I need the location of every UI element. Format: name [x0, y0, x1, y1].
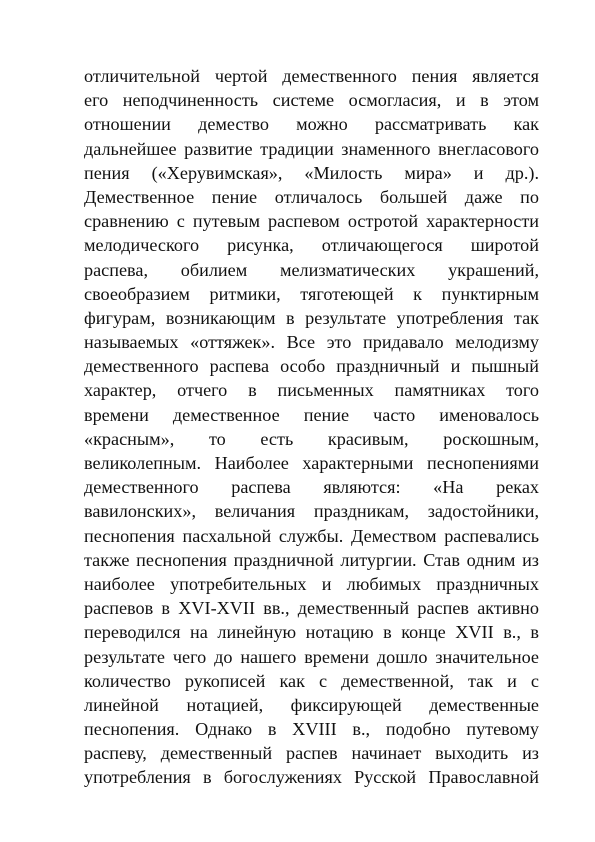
text-line: времени демественное пение часто именовалось: [84, 404, 539, 425]
text-line: наиболее употребительных и любимых праздничных: [84, 573, 539, 594]
text-line: количество рукописей как с демественной, так и с: [84, 670, 539, 691]
text-line: вавилонских», величания праздникам, задостойники,: [84, 501, 539, 522]
text-line: отношении демество можно рассматривать как: [84, 114, 539, 135]
text-line: характер, отчего в письменных памятниках того: [84, 380, 539, 401]
text-line: великолепным. Наиболее характерными песнопениями: [84, 453, 539, 473]
text-line: Демественное пение отличалось большей даже по: [84, 186, 539, 207]
text-line: пения («Херувимская», «Милость мира» и др.).: [84, 162, 539, 183]
text-line: мелодического рисунка, отличающегося широтой: [84, 235, 539, 256]
text-line: его неподчиненность системе осмогласия, и в этом: [84, 90, 539, 111]
text-line: демественного распева являются: «На реках: [84, 477, 539, 498]
text-line: употребления в богослужениях Русской Православной: [84, 767, 539, 788]
text-line: сравнению с путевым распевом остротой характерности: [84, 211, 539, 232]
text-line: также песнопения праздничной литургии. Став одним из: [84, 549, 539, 570]
text-line: отличительной чертой демественного пения является: [84, 66, 539, 86]
text-line: демественного распева особо праздничный и пышный: [84, 356, 539, 377]
text-line: дальнейшее развитие традиции знаменного внегласового: [84, 138, 539, 159]
text-line: переводился на линейную нотацию в конце XVII в., в: [84, 622, 539, 643]
text-line: своеобразием ритмики, тяготеющей к пунктирным: [84, 283, 539, 304]
text-line: распева, обилием мелизматических украшений,: [84, 259, 539, 280]
text-line: распевов в XVI-XVII вв., демественный распев активно: [84, 598, 539, 619]
text-line: линейной нотацией, фиксирующей демественные: [84, 694, 539, 715]
text-line: песнопения пасхальной службы. Демеством распевались: [84, 525, 539, 546]
text-line: песнопения. Однако в XVIII в., подобно путевому: [84, 719, 539, 740]
text-line: распеву, демественный распев начинает выходить из: [84, 743, 539, 764]
text-line: результате чего до нашего времени дошло значительное: [84, 646, 539, 667]
text-line: называемых «оттяжек». Все это придавало мелодизму: [84, 332, 539, 353]
text-line: фигурам, возникающим в результате употребления так: [84, 307, 539, 328]
text-line: «красным», то есть красивым, роскошным,: [84, 428, 539, 449]
body-paragraph: [84, 64, 539, 790]
